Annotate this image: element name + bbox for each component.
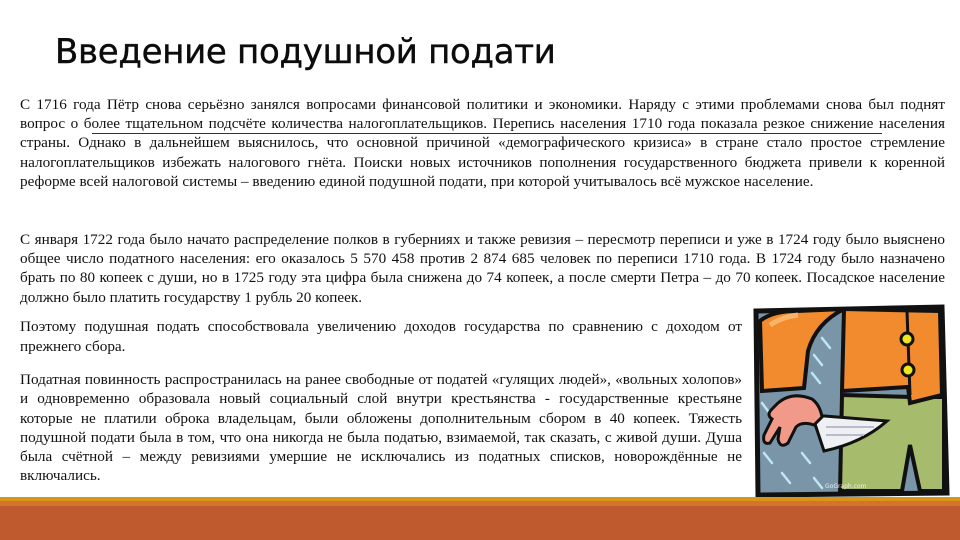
hand-with-knife-clipart-icon <box>752 303 950 497</box>
paragraph-intro: С 1716 года Пётр снова серьёзно занялся вопросами финансовой политики и экономики. Наряду с этими проблемами снова был поднят вопрос о более тщательном подсчёте количества налогоплательщиков. Перепись населения 1710 года показала резкое снижение населения страны. Однако в дальнейшем выяснилось, что основной причиной «демографического кризиса» в стране стало простое стремление налогоплательщиков избежать налогового гнёта. Поиски новых источников пополнения государственного бюджета привели к коренной реформе всей налоговой системы – введению единой подушной подати, при которой учитывалось всё мужское население. <box>20 96 945 190</box>
footer-rust-bar <box>0 506 960 540</box>
footer-band <box>0 497 960 540</box>
paragraph-tax-burden: Податная повинность распространилась на ранее свободные от податей «гулящих людей», «вольных холопов» и одновременно образовала новый социальный слой внутри крестьянства - государственные крестьяне которые не платили оброка владельцам, были обложены дополнительным сбором в 40 копеек. Тяжесть подушной подати была в том, что она никогда не была податью, взимаемой, так сказать, с живой души. Душа была счётной – между ревизиями умершие не исключались из податных списков, новорождённые не включались. <box>20 371 742 485</box>
underline-artifact <box>92 133 882 134</box>
paragraph-revenue: Поэтому подушная подать способствовала увеличению доходов государства по сравнению с доходом от прежнего сбора. <box>20 318 742 355</box>
clipart-credit: GoGraph.com <box>825 483 867 490</box>
slide-title: Введение подушной подати <box>55 32 556 72</box>
paragraph-census-1722: С января 1722 года было начато распределение полков в губерниях и также ревизия – пересмотр переписи и уже в 1724 году было выяснено общее число податного населения: его оказалось 5 570 458 против 2 874 685 человек по переписи 1710 года. В 1724 году было назначено брать по 80 копеек с души, но в 1725 году эта цифра была снижена до 74 копеек, а после смерти Петра – до 70 копеек. Посадское население должно было платить государству 1 рубль 20 копеек. <box>20 231 945 306</box>
